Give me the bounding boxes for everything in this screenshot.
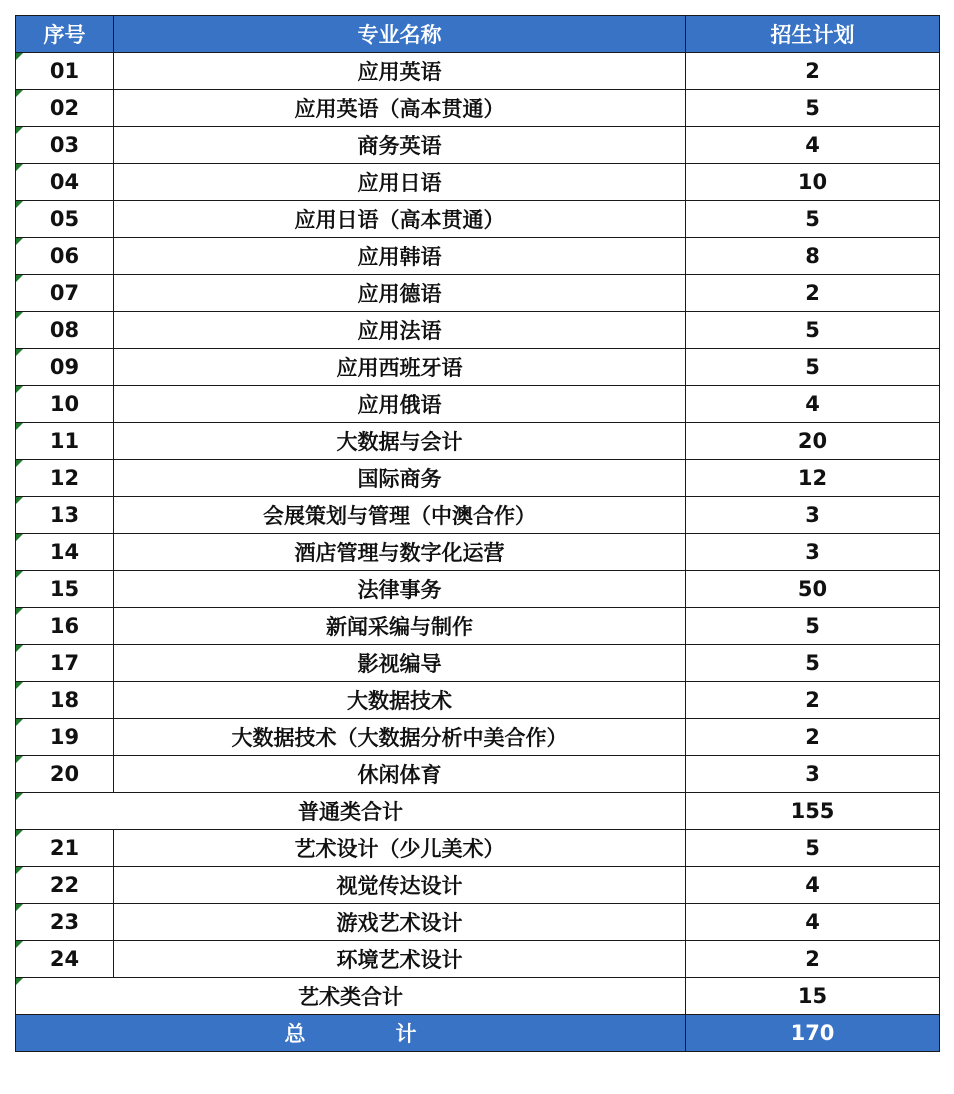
row-index: 16 <box>49 614 80 638</box>
row-index-cell <box>16 201 114 238</box>
major-name: 应用英语 <box>114 53 686 90</box>
cell-corner-marker <box>16 756 23 763</box>
cell-corner-marker <box>16 830 23 837</box>
row-index-cell <box>16 534 114 571</box>
table-row <box>16 904 940 941</box>
table-row <box>16 830 940 867</box>
grand-total-label-left: 总 <box>284 1022 306 1046</box>
row-index: 17 <box>49 651 80 675</box>
plan-count: 5 <box>686 312 940 349</box>
enrollment-plan-table <box>15 15 940 1052</box>
major-name: 休闲体育 <box>114 756 686 793</box>
plan-count: 2 <box>686 719 940 756</box>
cell-corner-marker <box>16 53 23 60</box>
cell-corner-marker <box>16 682 23 689</box>
plan-count: 5 <box>686 608 940 645</box>
cell-corner-marker <box>16 904 23 911</box>
plan-count: 10 <box>686 164 940 201</box>
row-index-cell <box>16 90 114 127</box>
row-index: 08 <box>49 318 80 342</box>
table-row <box>16 386 940 423</box>
plan-count: 5 <box>686 349 940 386</box>
major-name: 新闻采编与制作 <box>114 608 686 645</box>
table-header-row <box>16 16 940 53</box>
subtotal-art-label-cell <box>16 978 686 1015</box>
row-index-cell <box>16 719 114 756</box>
row-index: 18 <box>49 688 80 712</box>
cell-corner-marker <box>16 164 23 171</box>
cell-corner-marker <box>16 941 23 948</box>
cell-corner-marker <box>16 719 23 726</box>
plan-count: 2 <box>686 53 940 90</box>
table-row <box>16 275 940 312</box>
table-row <box>16 460 940 497</box>
subtotal-art-label: 艺术类合计 <box>298 985 403 1009</box>
row-index: 09 <box>49 355 80 379</box>
cell-corner-marker <box>16 349 23 356</box>
plan-count: 12 <box>686 460 940 497</box>
row-index: 24 <box>49 947 80 971</box>
major-name: 艺术设计（少儿美术） <box>114 830 686 867</box>
header-major-name: 专业名称 <box>114 16 686 53</box>
row-index-cell <box>16 386 114 423</box>
cell-corner-marker <box>16 275 23 282</box>
cell-corner-marker <box>16 386 23 393</box>
table-row <box>16 53 940 90</box>
row-index: 07 <box>49 281 80 305</box>
row-index: 05 <box>49 207 80 231</box>
cell-corner-marker <box>16 423 23 430</box>
grand-total-row <box>16 1015 940 1052</box>
subtotal-art-plan: 15 <box>686 978 940 1015</box>
plan-count: 2 <box>686 941 940 978</box>
plan-count: 20 <box>686 423 940 460</box>
plan-count: 5 <box>686 830 940 867</box>
row-index: 02 <box>49 96 80 120</box>
table-row <box>16 423 940 460</box>
row-index: 11 <box>49 429 80 453</box>
major-name: 大数据技术（大数据分析中美合作） <box>114 719 686 756</box>
plan-count: 4 <box>686 127 940 164</box>
row-index: 04 <box>49 170 80 194</box>
row-index-cell <box>16 423 114 460</box>
row-index-cell <box>16 867 114 904</box>
row-index-cell <box>16 682 114 719</box>
major-name: 应用日语 <box>114 164 686 201</box>
major-name: 应用法语 <box>114 312 686 349</box>
table-row <box>16 645 940 682</box>
row-index: 14 <box>49 540 80 564</box>
table-row <box>16 164 940 201</box>
subtotal-art-row <box>16 978 940 1015</box>
plan-count: 3 <box>686 534 940 571</box>
major-name: 游戏艺术设计 <box>114 904 686 941</box>
row-index: 19 <box>49 725 80 749</box>
row-index-cell <box>16 645 114 682</box>
major-name: 应用西班牙语 <box>114 349 686 386</box>
row-index: 21 <box>49 836 80 860</box>
table-row <box>16 867 940 904</box>
major-name: 视觉传达设计 <box>114 867 686 904</box>
major-name: 大数据与会计 <box>114 423 686 460</box>
plan-count: 4 <box>686 904 940 941</box>
row-index-cell <box>16 312 114 349</box>
table-row <box>16 571 940 608</box>
row-index-cell <box>16 127 114 164</box>
table-row <box>16 127 940 164</box>
row-index-cell <box>16 571 114 608</box>
major-name: 影视编导 <box>114 645 686 682</box>
row-index-cell <box>16 349 114 386</box>
plan-count: 2 <box>686 682 940 719</box>
row-index: 22 <box>49 873 80 897</box>
grand-total-label-cell <box>16 1015 686 1052</box>
major-name: 环境艺术设计 <box>114 941 686 978</box>
major-name: 商务英语 <box>114 127 686 164</box>
plan-count: 5 <box>686 645 940 682</box>
major-name: 会展策划与管理（中澳合作） <box>114 497 686 534</box>
major-name: 应用日语（高本贯通） <box>114 201 686 238</box>
header-plan: 招生计划 <box>686 16 940 53</box>
table-row <box>16 534 940 571</box>
cell-corner-marker <box>16 90 23 97</box>
plan-count: 3 <box>686 756 940 793</box>
row-index: 12 <box>49 466 80 490</box>
row-index: 03 <box>49 133 80 157</box>
subtotal-general-label: 普通类合计 <box>298 800 403 824</box>
row-index-cell <box>16 941 114 978</box>
cell-corner-marker <box>16 978 23 985</box>
plan-count: 3 <box>686 497 940 534</box>
row-index: 13 <box>49 503 80 527</box>
row-index: 15 <box>49 577 80 601</box>
cell-corner-marker <box>16 312 23 319</box>
row-index: 01 <box>49 59 80 83</box>
major-name: 酒店管理与数字化运营 <box>114 534 686 571</box>
table-row <box>16 90 940 127</box>
row-index-cell <box>16 53 114 90</box>
row-index-cell <box>16 275 114 312</box>
table-row <box>16 238 940 275</box>
subtotal-general-label-cell <box>16 793 686 830</box>
row-index: 10 <box>49 392 80 416</box>
cell-corner-marker <box>16 608 23 615</box>
table-row <box>16 497 940 534</box>
plan-count: 5 <box>686 201 940 238</box>
major-name: 法律事务 <box>114 571 686 608</box>
plan-count: 50 <box>686 571 940 608</box>
grand-total-label-right: 计 <box>395 1022 417 1046</box>
plan-count: 4 <box>686 386 940 423</box>
row-index: 06 <box>49 244 80 268</box>
major-name: 大数据技术 <box>114 682 686 719</box>
cell-corner-marker <box>16 127 23 134</box>
row-index-cell <box>16 238 114 275</box>
plan-count: 5 <box>686 90 940 127</box>
header-index: 序号 <box>16 16 114 53</box>
subtotal-general-plan: 155 <box>686 793 940 830</box>
row-index-cell <box>16 608 114 645</box>
cell-corner-marker <box>16 571 23 578</box>
row-index-cell <box>16 164 114 201</box>
major-name: 应用德语 <box>114 275 686 312</box>
major-name: 国际商务 <box>114 460 686 497</box>
cell-corner-marker <box>16 793 23 800</box>
plan-count: 2 <box>686 275 940 312</box>
major-name: 应用韩语 <box>114 238 686 275</box>
row-index-cell <box>16 460 114 497</box>
plan-count: 8 <box>686 238 940 275</box>
cell-corner-marker <box>16 238 23 245</box>
table-row <box>16 682 940 719</box>
table-row <box>16 756 940 793</box>
table-row <box>16 201 940 238</box>
grand-total-plan: 170 <box>686 1015 940 1052</box>
cell-corner-marker <box>16 645 23 652</box>
table-row <box>16 719 940 756</box>
table-row <box>16 349 940 386</box>
row-index: 23 <box>49 910 80 934</box>
row-index-cell <box>16 497 114 534</box>
row-index-cell <box>16 756 114 793</box>
subtotal-general-row <box>16 793 940 830</box>
cell-corner-marker <box>16 497 23 504</box>
cell-corner-marker <box>16 460 23 467</box>
cell-corner-marker <box>16 867 23 874</box>
major-name: 应用俄语 <box>114 386 686 423</box>
cell-corner-marker <box>16 534 23 541</box>
major-name: 应用英语（高本贯通） <box>114 90 686 127</box>
plan-count: 4 <box>686 867 940 904</box>
table-row <box>16 941 940 978</box>
row-index: 20 <box>49 762 80 786</box>
row-index-cell <box>16 830 114 867</box>
table-row <box>16 608 940 645</box>
table-row <box>16 312 940 349</box>
cell-corner-marker <box>16 201 23 208</box>
row-index-cell <box>16 904 114 941</box>
